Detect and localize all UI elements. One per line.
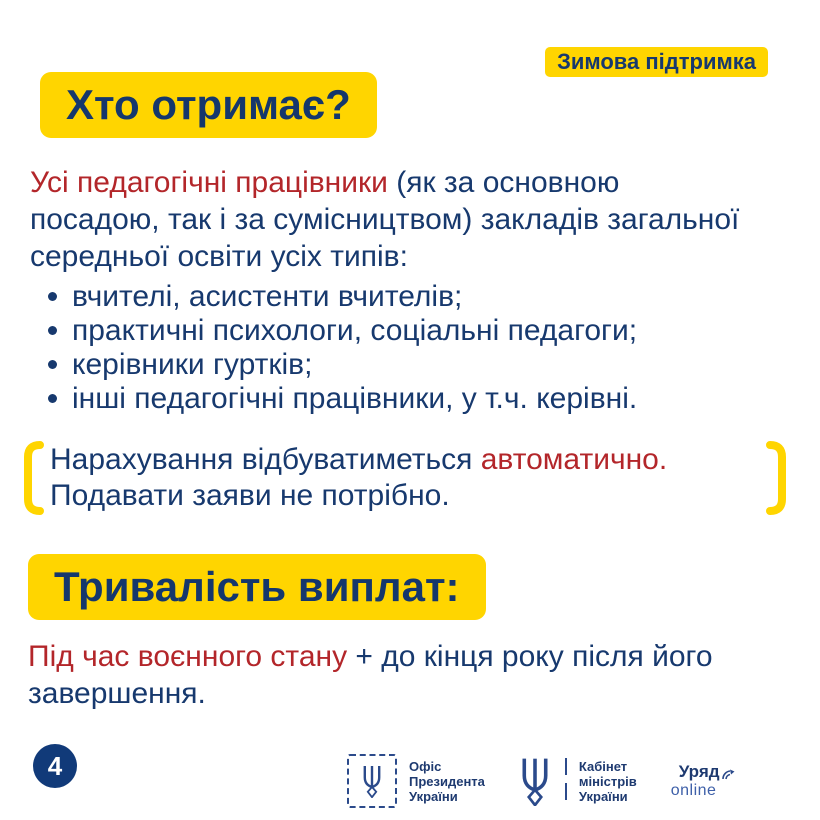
callout-line1 — [50, 442, 760, 478]
page-number: 4 — [47, 750, 63, 781]
footer-logos — [347, 752, 745, 810]
duration-paragraph — [28, 638, 776, 712]
list-item-label: інші педагогічні працівники, у т.ч. керівні. — [72, 382, 638, 415]
intro-rest: (як за основною посадою, так і за сумісництвом) закладів загальної середньої освіти усіх типів: — [30, 166, 740, 273]
list-item-label: практичні психологи, соціальні педагоги; — [72, 314, 638, 347]
section-heading-who-label: Хто отримає? — [66, 81, 351, 128]
gov-online-subtitle: online — [670, 782, 717, 799]
page-number-badge — [33, 744, 77, 788]
callout-line2: Подавати заяви не потрібно. — [50, 479, 450, 512]
logo-divider — [565, 758, 567, 804]
section-heading-who — [40, 72, 377, 138]
signal-icon — [721, 769, 735, 781]
left-bracket-icon — [22, 440, 44, 516]
callout-line1-blue: Нарахування відбуватиметься — [50, 443, 481, 476]
duration-rest: + до кінця року після його завершення. — [28, 640, 713, 710]
list-item — [46, 280, 766, 314]
intro-highlight: Усі педагогічні працівники — [30, 166, 388, 199]
program-badge: Зимова підтримка — [545, 47, 768, 77]
section-heading-duration-label: Тривалість виплат: — [54, 563, 460, 610]
list-item — [46, 314, 766, 348]
list-item — [46, 382, 766, 416]
list-item-label: керівники гуртків; — [72, 348, 313, 381]
callout-text — [50, 442, 760, 514]
auto-enrollment-callout — [22, 440, 788, 516]
right-bracket-icon — [766, 440, 788, 516]
cabinet-label: Кабінет міністрів України — [578, 758, 637, 804]
president-office-stamp-icon — [347, 754, 397, 808]
cabinet-trident-icon — [517, 756, 553, 806]
callout-line1-red: автоматично. — [480, 443, 668, 476]
section-heading-duration — [28, 554, 486, 620]
gov-online-title: Уряд — [678, 762, 720, 781]
gov-online-logo — [671, 762, 745, 800]
intro-paragraph — [30, 164, 745, 275]
president-office-label: Офіс Президента України — [409, 758, 485, 804]
trident-icon — [360, 764, 384, 798]
list-item — [46, 348, 766, 382]
list-item-label: вчителі, асистенти вчителів; — [72, 280, 463, 313]
recipients-list — [46, 280, 766, 416]
duration-highlight: Під час воєнного стану — [28, 640, 348, 673]
